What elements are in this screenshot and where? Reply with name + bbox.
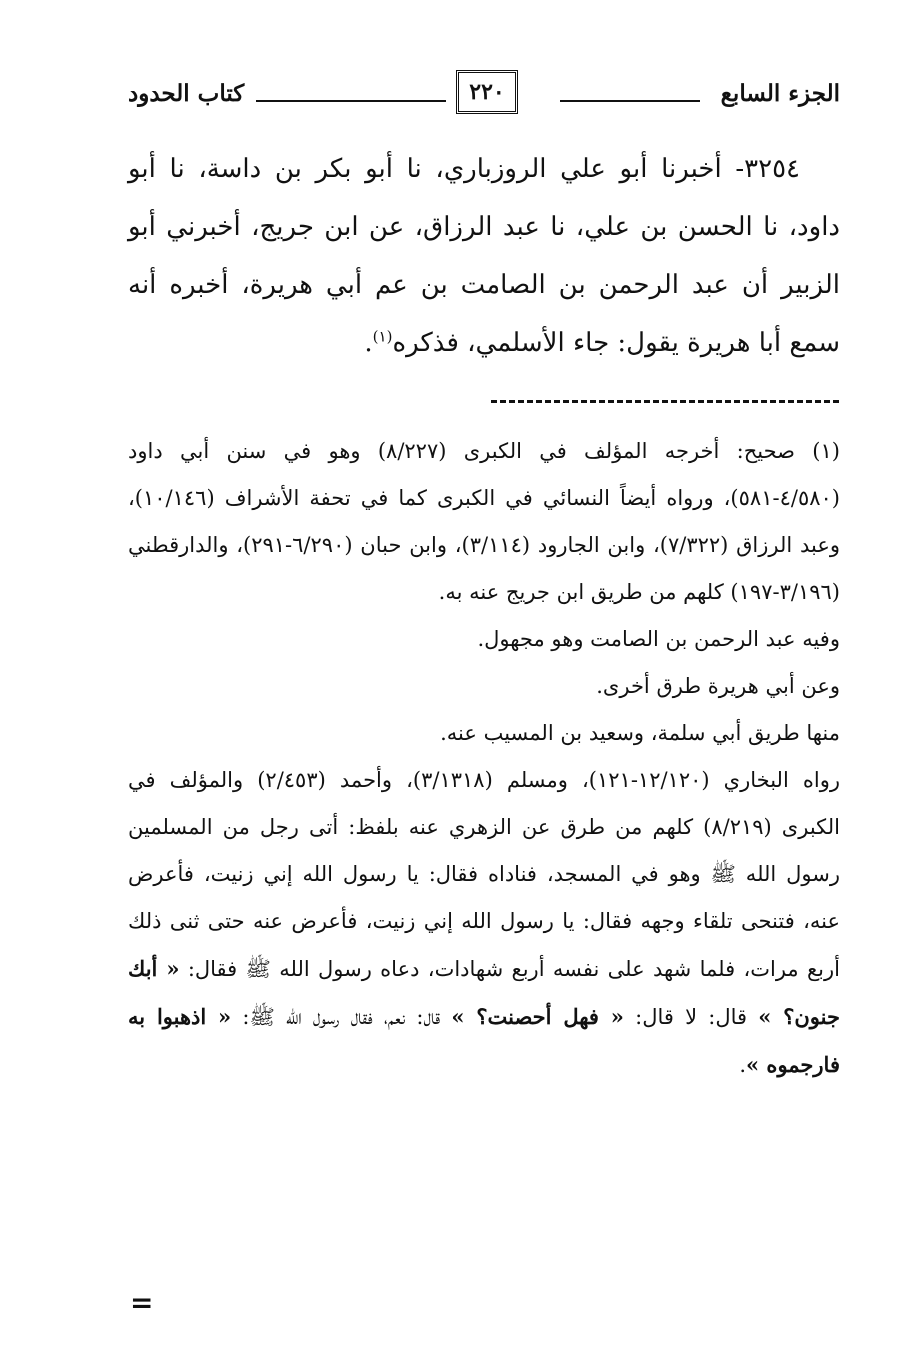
hadith-paragraph xyxy=(128,140,840,372)
footnote-para-5-b: قال: لا قال: xyxy=(635,1005,748,1029)
footnote-1-text: أخرجه المؤلف في الكبرى (٨/٢٢٧) وهو في سنن أبي داود (٤/٥٨٠-٥٨١)، ورواه أيضاً النسائي في الكبرى كما في تحفة الأشراف (١٠/١٤٦)، وعبد الرزاق (٧/٣٢٢)، وابن الجارود (٣/١١٤)، وابن حبان (٦/٢٩٠-٢٩١)، والدارقطني (٣/١٩٦-١٩٧) كلهم من طريق ابن جريج عنه به. xyxy=(128,439,840,604)
footnote-para-3: وعن أبي هريرة طرق أخرى. xyxy=(596,674,840,698)
quote-3: « اذهبوا به فارجموه » xyxy=(128,1004,840,1077)
footnote-para-4: منها طريق أبي سلمة، وسعيد بن المسيب عنه. xyxy=(440,721,840,745)
footnote-para-5-end: . xyxy=(739,1053,746,1077)
quote-1: « أبك جنون؟ » xyxy=(128,956,840,1029)
quote-2: « فهل أحصنت؟ » xyxy=(451,1004,624,1029)
page-number: ٢٢٠ xyxy=(456,70,518,114)
footnotes xyxy=(128,428,840,1089)
header-rule-right xyxy=(560,100,700,102)
volume-title: الجزء السابع xyxy=(720,80,840,107)
hadith-body xyxy=(128,140,840,372)
footnote-1-label: (١) صحيح: xyxy=(736,439,840,463)
footnote-para-5 xyxy=(128,757,840,1089)
hadith-end: . xyxy=(364,328,373,358)
footnote-marker: (١) xyxy=(372,327,393,346)
footnote-para-5-c: قال: نعم، فقال رسول الله ﷺ: xyxy=(242,1005,441,1029)
footnote-para-5-a: رواه البخاري (١٢/١٢٠-١٢١)، ومسلم (٣/١٣١٨)، وأحمد (٢/٤٥٣) والمؤلف في الكبرى (٨/٢١٩) كلهم من طرق عن الزهري عنه بلفظ: أتى رجل من المسلمين رسول الله ﷺ وهو في المسجد، فناداه فقال: يا رسول الله إني زنيت، فأعرض عنه، فتنحى تلقاء وجهه فقال: يا رسول الله إني زنيت، فأعرض عنه حتى ثنى ذلك أربع مرات، فلما شهد على نفسه أربع شهادات، دعاه رسول الله ﷺ فقال: xyxy=(128,768,840,981)
hadith-text: ٣٢٥٤- أخبرنا أبو علي الروزباري، نا أبو بكر بن داسة، نا أبو داود، نا الحسن بن علي، نا عبد الرزاق، عن ابن جريج، أخبرني أبو الزبير أن عبد الرحمن بن الصامت بن عم أبي هريرة، أخبره أنه سمع أبا هريرة يقول: جاء الأسلمي، فذكره xyxy=(128,154,840,358)
running-header xyxy=(128,66,840,126)
footnote-separator xyxy=(491,400,839,403)
header-rule-left xyxy=(256,100,446,102)
continuation-mark: = xyxy=(130,1286,154,1319)
book-title: كتاب الحدود xyxy=(128,80,245,107)
footnote-para-2: وفيه عبد الرحمن بن الصامت وهو مجهول. xyxy=(477,627,840,651)
footnote-1 xyxy=(128,428,840,616)
